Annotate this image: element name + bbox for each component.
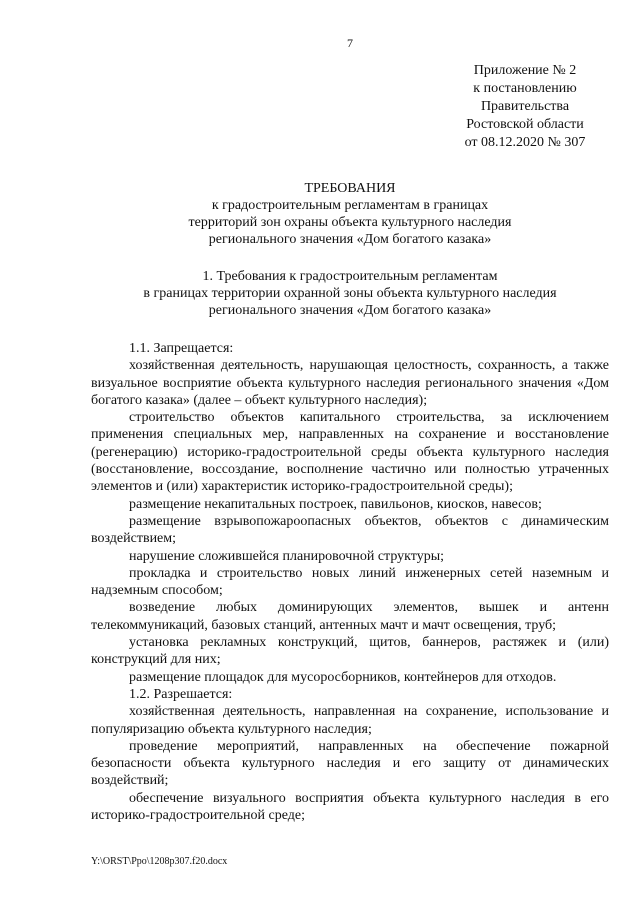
- appendix-line: от 08.12.2020 № 307: [464, 135, 586, 150]
- section-heading-line: регионального значения «Дом богатого казака»: [208, 303, 492, 318]
- paragraph: проведение мероприятий, направленных на обеспечение пожарной безопасности объекта культурного наследия и его защиту от динамических воздействий;: [91, 738, 609, 789]
- paragraph: возведение любых доминирующих элементов, вышек и антенн телекоммуникаций, базовых станций, антенных мачт и мачт освещения, труб;: [91, 600, 609, 633]
- appendix-block: [440, 62, 610, 152]
- appendix-line: к постановлению: [473, 81, 577, 96]
- paragraph: хозяйственная деятельность, нарушающая целостность, сохранность, а также визуальное восприятие объекта культурного наследия регионального значения «Дом богатого казака» (далее – объект культурного наследия);: [91, 358, 609, 408]
- section-heading: [60, 268, 640, 319]
- file-path-footer: Y:\ORST\Ppo\1208p307.f20.docx: [91, 856, 228, 867]
- paragraph: 1.1. Запрещается:: [129, 341, 234, 356]
- paragraph: 1.2. Разрешается:: [129, 686, 233, 702]
- title-line: регионального значения «Дом богатого казака»: [208, 232, 492, 247]
- appendix-line: Приложение № 2: [473, 63, 577, 78]
- paragraph: обеспечение визуального восприятия объекта культурного наследия в его историко-градостроительной среде;: [91, 790, 609, 824]
- page-number: 7: [347, 36, 353, 50]
- paragraph: хозяйственная деятельность, направленная на сохранение, использование и популяризацию объекта культурного наследия;: [91, 704, 609, 737]
- paragraph: прокладка и строительство новых линий инженерных сетей наземным и надземным способом;: [91, 565, 609, 599]
- paragraph: размещение взрывопожароопасных объектов, объектов с динамическим воздействием;: [91, 513, 609, 547]
- section-heading-line: 1. Требования к градостроительным регламентам: [202, 269, 498, 284]
- title-line: к градостроительным регламентам в границах: [211, 198, 489, 213]
- appendix-line: Правительства: [480, 99, 570, 114]
- paragraph: строительство объектов капитального строительства, за исключением применения специальных мер, направленных на сохранение и восстановление (регенерацию) историко-градостроительной среды объекта культурного наследия (восстановление, воссоздание, восполнение частично или полностью утраченных элементов и (или) характеристик историко-градостроительной среды);: [91, 410, 609, 495]
- title-line: территорий зон охраны объекта культурного наследия: [188, 215, 512, 230]
- section-heading-line: в границах территории охранной зоны объекта культурного наследия: [143, 286, 557, 301]
- paragraph: установка рекламных конструкций, щитов, баннеров, растяжек и (или) конструкций для них;: [91, 635, 609, 668]
- paragraph: нарушение сложившейся планировочной структуры;: [129, 548, 444, 564]
- body-text: [91, 340, 609, 824]
- document-title: [60, 180, 640, 248]
- paragraph: размещение площадок для мусоросборников, контейнеров для отходов.: [129, 669, 557, 685]
- paragraph: размещение некапитальных построек, павильонов, киосков, навесов;: [129, 496, 542, 512]
- title-heading: ТРЕБОВАНИЯ: [304, 181, 396, 196]
- appendix-line: Ростовской области: [466, 117, 584, 132]
